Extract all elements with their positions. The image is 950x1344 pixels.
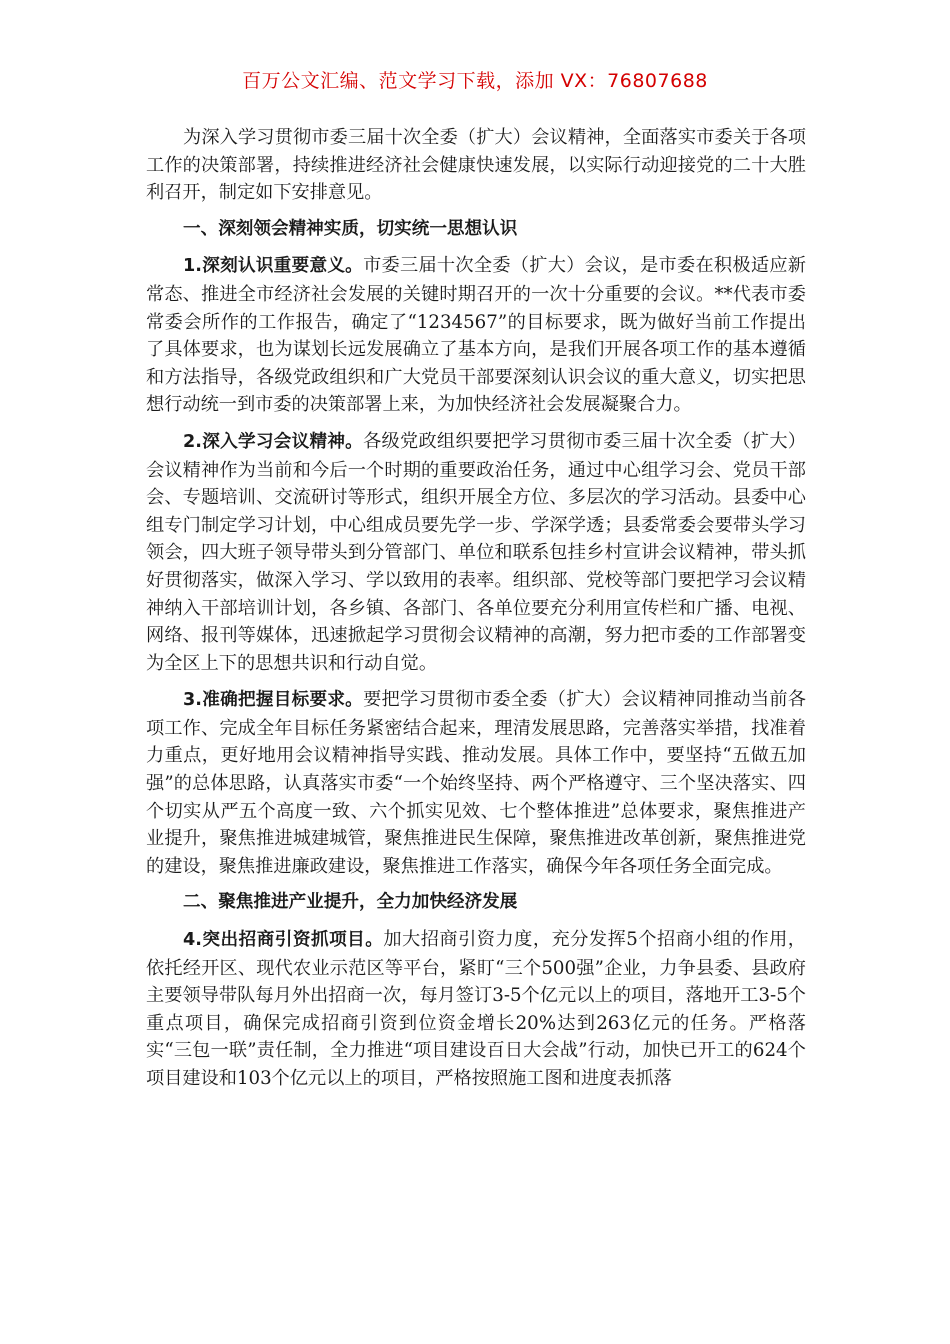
item-4-paragraph xyxy=(146,926,806,1093)
item-1-title: 1.深刻认识重要意义。 xyxy=(183,256,364,277)
item-1-paragraph xyxy=(146,252,806,419)
item-3-title: 3.准确把握目标要求。 xyxy=(183,690,364,711)
section-2-heading: 二、聚焦推进产业提升，全力加快经济发展 xyxy=(183,892,518,913)
intro-paragraph: 为深入学习贯彻市委三届十次全委（扩大）会议精神，全面落实市委关于各项工作的决策部署，持续推进经济社会健康快速发展，以实际行动迎接党的二十大胜利召开，制定如下安排意见。 xyxy=(146,127,806,204)
item-2-text: 各级党政组织要把学习贯彻市委三届十次全委（扩大）会议精神作为当前和今后一个时期的重要政治任务，通过中心组学习会、党员干部会、专题培训、交流研讨等形式，组织开展全方位、多层次的学习活动。县委中心组专门制定学习计划，中心组成员要先学一步、学深学透；县委常委会要带头学习领会，四大班子领导带头到分管部门、单位和联系包挂乡村宣讲会议精神，带头抓好贯彻落实，做深入学习、学以致用的表率。组织部、党校等部门要把学习会议精神纳入干部培训计划，各乡镇、各部门、各单位要充分利用宣传栏和广播、电视、网络、报刊等媒体，迅速掀起学习贯彻会议精神的高潮，努力把市委的工作部署变为全区上下的思想共识和行动自觉。 xyxy=(146,430,806,674)
document-body xyxy=(146,124,806,1102)
watermark-banner: 百万公文汇编、范文学习下载，添加 VX：76807688 xyxy=(242,70,708,92)
item-4-text: 加大招商引资力度，充分发挥5个招商小组的作用，依托经开区、现代农业示范区等平台，紧盯“三个500强”企业，力争县委、县政府主要领导带队每月外出招商一次，每月签订3-5个亿元以上的项目，落地开工3-5个重点项目，确保完成招商引资到位资金增长20%达到263亿元的任务。严格落实“三包一联”责任制，全力推进“项目建设百日大会战”行动，加快已开工的624个项目建设和103个亿元以上的项目，严格按照施工图和进度表抓落 xyxy=(146,929,806,1089)
item-2-title: 2.深入学习会议精神。 xyxy=(183,431,364,452)
item-1-text: 市委三届十次全委（扩大）会议，是市委在积极适应新常态、推进全市经济社会发展的关键时期召开的一次十分重要的会议。**代表市委常委会所作的工作报告，确定了“1234567”的目标要求，既为做好当前工作提出了具体要求，也为谋划长远发展确立了基本方向，是我们开展各项工作的基本遵循和方法指导，各级党政组织和广大党员干部要深刻认识会议的重大意义，切实把思想行动统一到市委的决策部署上来，为加快经济社会发展凝聚合力。 xyxy=(146,255,806,416)
section-1-heading: 一、深刻领会精神实质，切实统一思想认识 xyxy=(183,218,518,239)
item-4-title: 4.突出招商引资抓项目。 xyxy=(183,930,384,951)
item-3-paragraph xyxy=(146,686,806,880)
item-3-text: 要把学习贯彻市委全委（扩大）会议精神同推动当前各项工作、完成全年目标任务紧密结合起来，理清发展思路，完善落实举措，找准着力重点，更好地用会议精神指导实践、推动发展。具体工作中，要坚持“五做五加强”的总体思路，认真落实市委“一个始终坚持、两个严格遵守、三个坚决落实、四个切实从严五个高度一致、六个抓实见效、七个整体推进”总体要求，聚焦推进产业提升，聚焦推进城建城管，聚焦推进民生保障，聚焦推进改革创新，聚焦推进党的建设，聚焦推进廉政建设，聚焦推进工作落实，确保今年各项任务全面完成。 xyxy=(146,689,806,877)
item-2-paragraph xyxy=(146,428,806,677)
